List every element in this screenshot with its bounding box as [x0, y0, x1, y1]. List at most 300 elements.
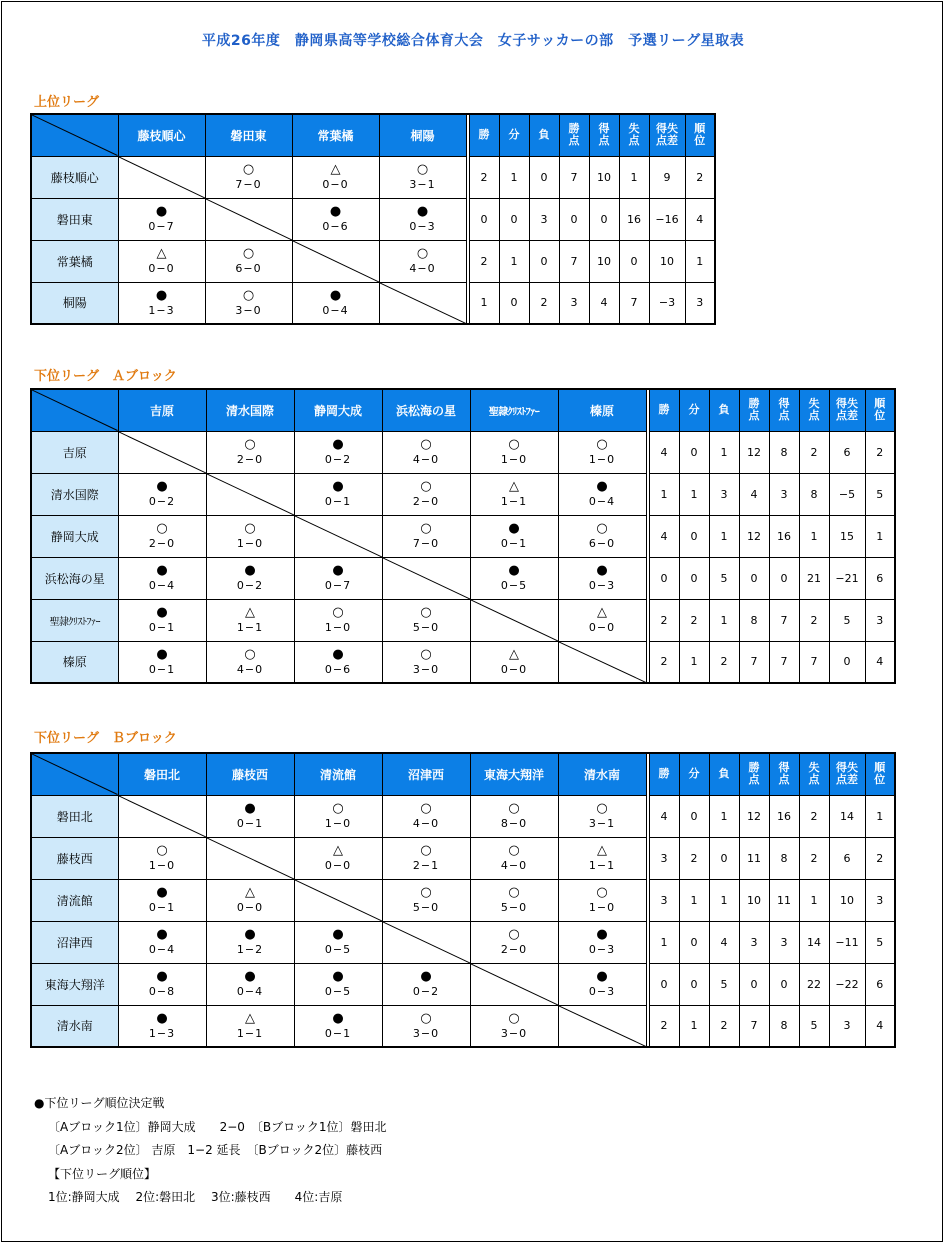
match-score: 0−2 — [324, 453, 352, 466]
match-score: 0−0 — [324, 859, 352, 872]
stat-cell: 16 — [769, 515, 799, 557]
stat-cell: 10 — [739, 879, 769, 921]
stat-cell: 0 — [559, 198, 589, 240]
match-result-cell — [294, 641, 382, 683]
row-team-name: 磐田北 — [31, 795, 118, 837]
header-team: 磐田北 — [118, 753, 206, 795]
self-match-cell — [470, 963, 558, 1005]
match-result-cell — [294, 431, 382, 473]
table-row — [31, 557, 895, 599]
result-symbol: ● — [155, 204, 168, 219]
row-team-name: 常葉橘 — [31, 240, 118, 282]
match-result-cell — [382, 1005, 470, 1047]
match-result-cell — [382, 795, 470, 837]
header-team: 桐陽 — [379, 114, 466, 156]
result-symbol: ○ — [416, 162, 429, 177]
self-match-cell — [379, 282, 466, 324]
stat-cell: 4 — [649, 515, 679, 557]
match-result-cell — [118, 557, 206, 599]
match-result-cell — [294, 557, 382, 599]
table-row — [31, 963, 895, 1005]
header-team: 聖隷ｸﾘｽﾄﾌｧｰ — [470, 389, 558, 431]
match-result-cell — [382, 641, 470, 683]
self-match-cell — [470, 599, 558, 641]
result-symbol: ○ — [156, 521, 168, 536]
self-match-cell — [294, 879, 382, 921]
header-stat: 得 点 — [769, 753, 799, 795]
match-score: 0−1 — [324, 495, 352, 508]
stat-cell: 2 — [865, 431, 895, 473]
match-score: 1−0 — [500, 453, 528, 466]
self-match-cell — [292, 240, 379, 282]
match-result-cell — [206, 515, 294, 557]
match-result-cell — [118, 879, 206, 921]
stat-cell: 1 — [499, 156, 529, 198]
match-result-cell — [379, 198, 466, 240]
result-symbol: ○ — [596, 885, 608, 900]
result-symbol: △ — [597, 605, 607, 620]
match-score: 3−1 — [588, 817, 616, 830]
header-stat: 順 位 — [685, 114, 715, 156]
match-score: 0−6 — [324, 662, 352, 676]
match-score: 3−0 — [412, 1026, 440, 1040]
stat-cell: 1 — [649, 473, 679, 515]
match-result-cell — [292, 156, 379, 198]
stat-cell: 4 — [739, 473, 769, 515]
match-score: 0−4 — [322, 303, 349, 317]
stat-cell: −22 — [829, 963, 865, 1005]
match-result-cell — [470, 1005, 558, 1047]
result-symbol: △ — [509, 646, 519, 662]
header-stat: 負 — [709, 389, 739, 431]
match-result-cell — [205, 282, 292, 324]
result-symbol: ○ — [242, 246, 255, 261]
stat-cell: 0 — [589, 198, 619, 240]
match-score: 0−0 — [322, 178, 349, 191]
stat-cell: 2 — [679, 599, 709, 641]
diagonal-line — [559, 1006, 646, 1047]
match-score: 1−0 — [148, 859, 176, 872]
table-row — [31, 921, 895, 963]
result-symbol: ○ — [508, 885, 520, 900]
match-score: 0−7 — [324, 579, 352, 592]
match-result-cell — [558, 837, 646, 879]
stat-cell: 1 — [619, 156, 649, 198]
match-score: 2−0 — [412, 495, 440, 508]
match-score: 0−4 — [588, 495, 616, 508]
result-symbol: ○ — [244, 521, 256, 536]
stat-cell: 12 — [739, 795, 769, 837]
match-result-cell — [558, 599, 646, 641]
stat-cell: 0 — [739, 963, 769, 1005]
stat-cell: 14 — [799, 921, 829, 963]
match-score: 3−0 — [500, 1026, 528, 1040]
table-row — [31, 641, 895, 683]
stat-cell: 2 — [799, 837, 829, 879]
result-symbol: ● — [508, 521, 520, 536]
match-score: 0−5 — [324, 985, 352, 998]
result-symbol: ○ — [332, 801, 344, 816]
result-symbol: ● — [420, 969, 432, 984]
result-symbol: ○ — [420, 605, 432, 620]
match-result-cell — [206, 795, 294, 837]
row-team-name: 吉原 — [31, 431, 118, 473]
match-score: 0−3 — [588, 943, 616, 956]
result-symbol: ● — [332, 437, 344, 452]
stat-cell: 8 — [769, 431, 799, 473]
row-team-name: 藤枝順心 — [31, 156, 118, 198]
stat-cell: 3 — [649, 879, 679, 921]
match-result-cell — [558, 515, 646, 557]
stat-cell: 10 — [829, 879, 865, 921]
match-score: 0−2 — [412, 985, 440, 998]
stat-cell: 12 — [739, 431, 769, 473]
stat-cell: 2 — [679, 837, 709, 879]
header-team: 藤枝西 — [206, 753, 294, 795]
result-symbol: ● — [596, 563, 608, 578]
stat-cell: 2 — [709, 1005, 739, 1047]
stat-cell: 16 — [619, 198, 649, 240]
result-symbol: ● — [596, 927, 608, 942]
stat-cell: 0 — [529, 156, 559, 198]
header-team: 清流館 — [294, 753, 382, 795]
match-result-cell — [470, 515, 558, 557]
self-match-cell — [118, 156, 205, 198]
match-score: 0−4 — [236, 985, 264, 998]
match-result-cell — [558, 431, 646, 473]
diagonal-line — [295, 880, 382, 921]
match-score: 1−0 — [324, 817, 352, 830]
match-result-cell — [470, 837, 558, 879]
match-result-cell — [382, 879, 470, 921]
match-result-cell — [118, 599, 206, 641]
result-symbol: ○ — [596, 437, 608, 452]
stat-cell: 14 — [829, 795, 865, 837]
diagonal-line — [293, 241, 379, 282]
table-row — [31, 599, 895, 641]
stat-cell: 0 — [469, 198, 499, 240]
match-score: 2−0 — [236, 453, 264, 466]
stat-cell: 1 — [685, 240, 715, 282]
match-result-cell — [558, 473, 646, 515]
match-score: 1−0 — [236, 537, 264, 550]
result-symbol: ○ — [508, 843, 520, 858]
match-score: 0−6 — [322, 220, 349, 233]
self-match-cell — [118, 431, 206, 473]
result-symbol: △ — [245, 605, 255, 620]
match-result-cell — [558, 921, 646, 963]
result-symbol: ● — [156, 1010, 168, 1026]
result-symbol: ● — [596, 479, 608, 494]
result-symbol: △ — [509, 479, 519, 494]
match-score: 2−1 — [412, 859, 440, 872]
result-symbol: ● — [244, 563, 256, 578]
diagonal-line — [119, 157, 205, 198]
result-symbol: ○ — [244, 437, 256, 452]
self-match-cell — [206, 473, 294, 515]
diagonal-line — [32, 115, 118, 156]
stat-cell: 4 — [649, 431, 679, 473]
result-symbol: ● — [416, 204, 429, 219]
diagonal-line — [383, 922, 470, 963]
row-team-name: 清水南 — [31, 1005, 118, 1047]
stat-cell: 0 — [649, 557, 679, 599]
match-result-cell — [118, 837, 206, 879]
match-result-cell — [206, 921, 294, 963]
match-result-cell — [205, 156, 292, 198]
match-result-cell — [118, 515, 206, 557]
stat-cell: 0 — [679, 921, 709, 963]
match-score: 1−1 — [236, 621, 264, 634]
stat-cell: 5 — [865, 921, 895, 963]
match-result-cell — [470, 557, 558, 599]
match-result-cell — [470, 641, 558, 683]
header-stat: 負 — [529, 114, 559, 156]
stat-cell: 2 — [799, 431, 829, 473]
stat-cell: 12 — [739, 515, 769, 557]
match-score: 0−2 — [236, 579, 264, 592]
header-stat: 勝 点 — [559, 114, 589, 156]
table-row — [31, 198, 715, 240]
diagonal-line — [206, 199, 292, 240]
match-score: 0−1 — [236, 817, 264, 830]
match-score: 1−0 — [588, 901, 616, 914]
match-score: 4−0 — [412, 817, 440, 830]
match-score: 1−2 — [236, 943, 264, 956]
stat-cell: 5 — [865, 473, 895, 515]
stat-cell: 2 — [799, 599, 829, 641]
stat-cell: 1 — [865, 795, 895, 837]
row-team-name: 浜松海の星 — [31, 557, 118, 599]
notes-heading: ●下位リーグ順位決定戦 — [34, 1096, 165, 1110]
match-result-cell — [379, 240, 466, 282]
table-row — [31, 515, 895, 557]
section-title-block-b: 下位リーグ Ｂブロック — [34, 731, 177, 746]
corner-cell — [31, 114, 118, 156]
table-row — [31, 282, 715, 324]
stat-cell: 0 — [739, 557, 769, 599]
result-symbol: △ — [245, 1010, 255, 1026]
notes-match-2: 〔Aブロック2位〕 吉原 1−2 延長 〔Bブロック2位〕藤枝西 — [48, 1143, 383, 1157]
stat-cell: 0 — [499, 282, 529, 324]
stat-cell: 2 — [865, 837, 895, 879]
header-stat: 得失 点差 — [829, 389, 865, 431]
header-stat: 得 点 — [769, 389, 799, 431]
result-symbol: △ — [156, 246, 167, 261]
stat-cell: 1 — [679, 641, 709, 683]
stat-cell: 4 — [649, 795, 679, 837]
stat-cell: 8 — [799, 473, 829, 515]
row-team-name: 桐陽 — [31, 282, 118, 324]
diagonal-line — [295, 516, 382, 557]
stat-cell: 3 — [685, 282, 715, 324]
header-stat: 勝 — [649, 389, 679, 431]
stat-cell: 1 — [709, 515, 739, 557]
result-symbol: ○ — [242, 162, 255, 177]
corner-cell — [31, 389, 118, 431]
result-symbol: ● — [244, 927, 256, 942]
match-result-cell — [294, 921, 382, 963]
match-score: 0−1 — [148, 901, 176, 914]
stat-cell: 1 — [679, 879, 709, 921]
stat-cell: −3 — [649, 282, 685, 324]
stat-cell: 5 — [829, 599, 865, 641]
header-stat: 勝 — [649, 753, 679, 795]
stat-cell: 3 — [709, 473, 739, 515]
match-result-cell — [205, 240, 292, 282]
match-score: 4−0 — [412, 453, 440, 466]
match-score: 4−0 — [409, 262, 436, 275]
result-symbol: ● — [156, 885, 168, 900]
stat-cell: 1 — [679, 473, 709, 515]
stat-cell: −16 — [649, 198, 685, 240]
header-team: 吉原 — [118, 389, 206, 431]
match-score: 0−1 — [500, 537, 528, 550]
row-team-name: 藤枝西 — [31, 837, 118, 879]
stat-cell: 7 — [769, 599, 799, 641]
result-symbol: ○ — [420, 843, 432, 858]
stat-cell: 3 — [529, 198, 559, 240]
result-symbol: ● — [508, 563, 520, 578]
table-row — [31, 473, 895, 515]
header-stat: 負 — [709, 753, 739, 795]
stat-cell: 7 — [739, 641, 769, 683]
match-result-cell — [206, 879, 294, 921]
header-stat: 得失 点差 — [829, 753, 865, 795]
stat-cell: 10 — [649, 240, 685, 282]
stat-cell: 2 — [649, 641, 679, 683]
stat-cell: 0 — [769, 557, 799, 599]
match-score: 6−0 — [588, 537, 616, 550]
header-stat: 勝 点 — [739, 753, 769, 795]
match-score: 1−1 — [588, 859, 616, 872]
match-result-cell — [206, 431, 294, 473]
stat-cell: 3 — [865, 879, 895, 921]
result-symbol: ● — [329, 204, 342, 219]
match-result-cell — [118, 240, 205, 282]
result-symbol: △ — [330, 162, 341, 177]
result-symbol: ● — [332, 563, 344, 578]
stat-cell: 7 — [799, 641, 829, 683]
match-result-cell — [382, 515, 470, 557]
result-symbol: ○ — [420, 521, 432, 536]
stat-cell: 1 — [799, 879, 829, 921]
stat-cell: 1 — [709, 795, 739, 837]
match-score: 5−0 — [500, 901, 528, 914]
match-result-cell — [382, 837, 470, 879]
match-result-cell — [206, 641, 294, 683]
match-result-cell — [118, 921, 206, 963]
result-symbol: ● — [244, 969, 256, 984]
match-result-cell — [206, 1005, 294, 1047]
result-symbol: △ — [333, 843, 343, 858]
stat-cell: 2 — [649, 599, 679, 641]
match-score: 0−4 — [148, 943, 176, 956]
match-result-cell — [118, 641, 206, 683]
result-symbol: ● — [156, 563, 168, 578]
row-team-name: 清水国際 — [31, 473, 118, 515]
stat-cell: 7 — [559, 156, 589, 198]
header-stat: 得失 点差 — [649, 114, 685, 156]
match-score: 2−0 — [500, 943, 528, 956]
result-symbol: ○ — [416, 246, 429, 261]
match-score: 0−3 — [588, 579, 616, 592]
match-result-cell — [382, 473, 470, 515]
header-stat: 分 — [679, 389, 709, 431]
header-team: 常葉橘 — [292, 114, 379, 156]
header-stat: 分 — [679, 753, 709, 795]
stat-cell: 6 — [829, 431, 865, 473]
table-row — [31, 156, 715, 198]
stat-cell: 5 — [799, 1005, 829, 1047]
match-result-cell — [294, 837, 382, 879]
stat-cell: 1 — [499, 240, 529, 282]
stat-cell: 9 — [649, 156, 685, 198]
match-result-cell — [206, 599, 294, 641]
result-symbol: ○ — [420, 479, 432, 494]
stat-cell: 2 — [529, 282, 559, 324]
row-team-name: 榛原 — [31, 641, 118, 683]
stat-cell: 3 — [769, 921, 799, 963]
match-score: 8−0 — [500, 817, 528, 830]
stat-cell: 2 — [685, 156, 715, 198]
match-result-cell — [292, 282, 379, 324]
stat-cell: 3 — [649, 837, 679, 879]
result-symbol: ○ — [508, 927, 520, 942]
match-score: 7−0 — [235, 178, 262, 191]
match-score: 3−0 — [412, 662, 440, 676]
table-row — [31, 795, 895, 837]
stat-cell: 7 — [559, 240, 589, 282]
match-result-cell — [118, 963, 206, 1005]
header-stat: 失 点 — [799, 753, 829, 795]
match-score: 1−1 — [500, 495, 528, 508]
result-symbol: ● — [156, 605, 168, 620]
stat-cell: 0 — [649, 963, 679, 1005]
result-symbol: ○ — [332, 605, 344, 620]
match-score: 0−5 — [500, 579, 528, 592]
stat-cell: 5 — [709, 963, 739, 1005]
stat-cell: 2 — [469, 156, 499, 198]
result-symbol: ● — [156, 927, 168, 942]
section-title-upper: 上位リーグ — [34, 95, 100, 110]
corner-cell — [31, 753, 118, 795]
stat-cell: 8 — [739, 599, 769, 641]
match-score: 1−1 — [236, 1026, 264, 1040]
self-match-cell — [382, 557, 470, 599]
match-score: 4−0 — [236, 662, 264, 676]
header-stat: 勝 点 — [739, 389, 769, 431]
notes-ranking: 1位:静岡大成 2位:磐田北 3位:藤枝西 4位:吉原 — [48, 1190, 343, 1204]
stat-cell: 2 — [649, 1005, 679, 1047]
match-result-cell — [558, 879, 646, 921]
match-score: 0−1 — [148, 621, 176, 634]
header-team: 磐田東 — [205, 114, 292, 156]
match-score: 0−0 — [588, 621, 616, 634]
match-score: 0−2 — [148, 495, 176, 508]
stat-cell: 15 — [829, 515, 865, 557]
stat-cell: 0 — [769, 963, 799, 1005]
match-result-cell — [294, 1005, 382, 1047]
match-result-cell — [382, 963, 470, 1005]
result-symbol: ○ — [596, 801, 608, 816]
match-score: 0−1 — [148, 662, 176, 676]
stat-cell: 0 — [499, 198, 529, 240]
header-stat: 勝 — [469, 114, 499, 156]
match-result-cell — [470, 921, 558, 963]
match-score: 1−0 — [324, 621, 352, 634]
league-table — [30, 752, 896, 1048]
